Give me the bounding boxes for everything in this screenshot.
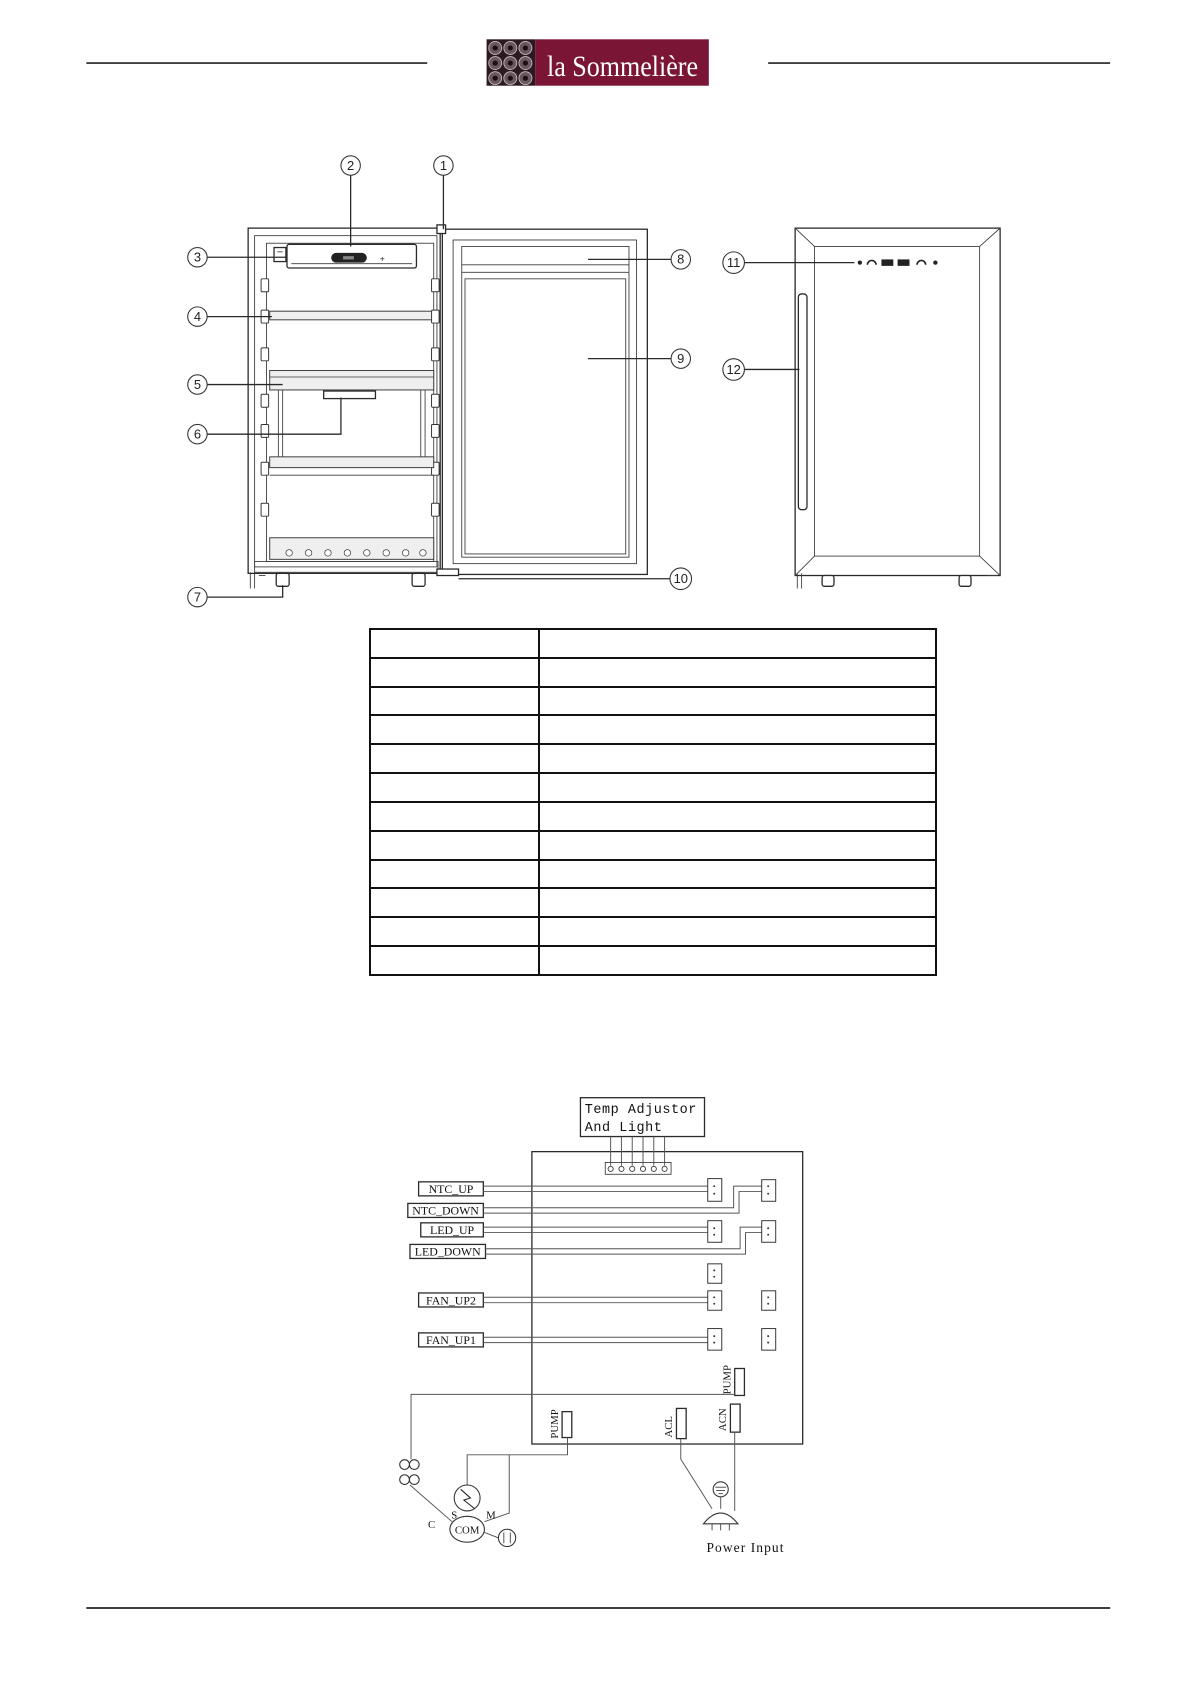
main-terminal-label: M [486,1509,496,1522]
label-ntc-down [408,1203,484,1217]
start-terminal-label: S [451,1509,458,1522]
part-description-cell [539,831,936,860]
door-hinge-top [437,225,446,234]
part-description-cell [539,888,936,917]
adjustable-foot-left [276,573,289,586]
com-label: COM [454,1524,480,1537]
part-number-cell [370,629,539,658]
closed-foot-right [959,576,971,587]
part-description-cell [539,658,936,687]
callout-number: 11 [726,254,741,270]
svg-text:+: + [379,253,385,264]
part-number-cell [370,860,539,889]
table-row [370,946,936,975]
table-row [370,802,936,831]
brand-name: la Sommelière [546,50,699,83]
ntc-up-label: NTC_UP [428,1182,474,1197]
callout-11 [723,252,745,274]
wooden-shelf [270,371,434,390]
acn-label: ACN [717,1408,730,1432]
part-number-cell [370,658,539,687]
closed-door-frame [795,228,1000,575]
part-number-cell [370,687,539,716]
bottom-rack [270,538,434,560]
table-row [370,658,936,687]
callout-8 [671,250,690,269]
common-terminal-label: C [427,1519,436,1532]
fan-up2-label: FAN_UP2 [426,1293,476,1308]
door-open-view [437,225,647,576]
table-row [370,629,936,658]
table-row [370,773,936,802]
label-led-down [410,1244,486,1258]
cabinet-closed-view [795,228,1000,588]
part-number-cell [370,773,539,802]
table-row [370,715,936,744]
part-number-cell [370,888,539,917]
cabinet-open-view [248,228,440,588]
part-number-cell [370,715,539,744]
label-fan-up1 [419,1333,484,1347]
table-row [370,917,936,946]
start-relay-icon [454,1485,480,1511]
part-description-cell [539,773,936,802]
page-header [86,39,1110,85]
part-number-cell [370,946,539,975]
label-ntc-up [419,1182,484,1196]
led-up-label: LED_UP [429,1223,475,1238]
callout-number: 2 [347,157,355,173]
part-number-cell [370,917,539,946]
callout-number: 5 [193,376,202,392]
plug-icon [703,1513,738,1524]
callout-number: 12 [726,361,741,377]
part-description-cell [539,860,936,889]
callout-7 [188,587,207,606]
part-description-cell [539,629,936,658]
callout-4 [188,307,207,326]
door-handle [798,294,807,510]
table-row [370,831,936,860]
overload-protector [400,1457,452,1522]
closed-foot-left [822,576,834,587]
power-input-label: Power Input [706,1539,785,1555]
door-hinge-bottom [437,569,459,575]
ntc-down-label: NTC_DOWN [412,1203,479,1218]
label-fan-up2 [419,1293,484,1307]
part-number-cell [370,802,539,831]
part-description-cell [539,917,936,946]
compressor-feed-wire [467,1438,567,1522]
cabinet-body [248,228,440,573]
wire-shelf-upper [270,311,432,320]
door-frame [442,229,647,574]
callout-10 [670,568,692,590]
label-led-up [421,1223,484,1237]
table-row [370,744,936,773]
callout-3 [188,248,207,267]
controller-label-line1: Temp Adjustor [584,1102,697,1118]
part-description-cell [539,802,936,831]
parts-legend-table [369,628,937,976]
callout-number: 3 [193,249,202,265]
power-plug [681,1432,785,1555]
pump-main-connector [549,1409,572,1438]
part-description-cell [539,687,936,716]
callout-number: 7 [193,589,202,605]
fan-up1-label: FAN_UP1 [426,1333,476,1348]
thermal-protector-icon [498,1529,515,1546]
wire-shelf-lower [270,457,434,468]
pump-main-label: PUMP [548,1409,561,1439]
callout-9 [671,349,690,368]
part-description-cell [539,946,936,975]
fan-light-unit [324,391,376,399]
pump-board-connector [721,1365,744,1395]
part-number-cell [370,744,539,773]
callout-5 [188,375,207,394]
interior-light [274,248,286,262]
ground-icon [713,1482,728,1497]
table-row [370,860,936,889]
callout-number: 1 [439,157,448,173]
parts-table-body [370,629,936,975]
adjustable-foot-right [412,573,425,586]
part-description-cell [539,715,936,744]
callout-6 [188,424,207,443]
led-down-label: LED_DOWN [414,1244,481,1259]
callout-12 [723,359,745,381]
acn-connector [717,1404,740,1432]
table-row [370,888,936,917]
acl-label: ACL [663,1415,676,1438]
appliance-diagram [188,156,1000,607]
part-description-cell [539,744,936,773]
pump-board-label: PUMP [721,1365,734,1395]
callout-number: 8 [677,251,685,267]
callout-number: 6 [193,426,202,442]
part-number-cell [370,831,539,860]
controller-label-line2: And Light [584,1121,663,1137]
controller-box [580,1098,704,1137]
table-row [370,687,936,716]
wiring-diagram [400,1098,803,1555]
callout-number: 10 [673,571,688,587]
callout-number: 4 [193,308,202,324]
callout-2 [341,156,360,175]
callout-number: 9 [677,350,685,366]
callout-1 [434,156,453,175]
brand-logo [487,39,709,85]
